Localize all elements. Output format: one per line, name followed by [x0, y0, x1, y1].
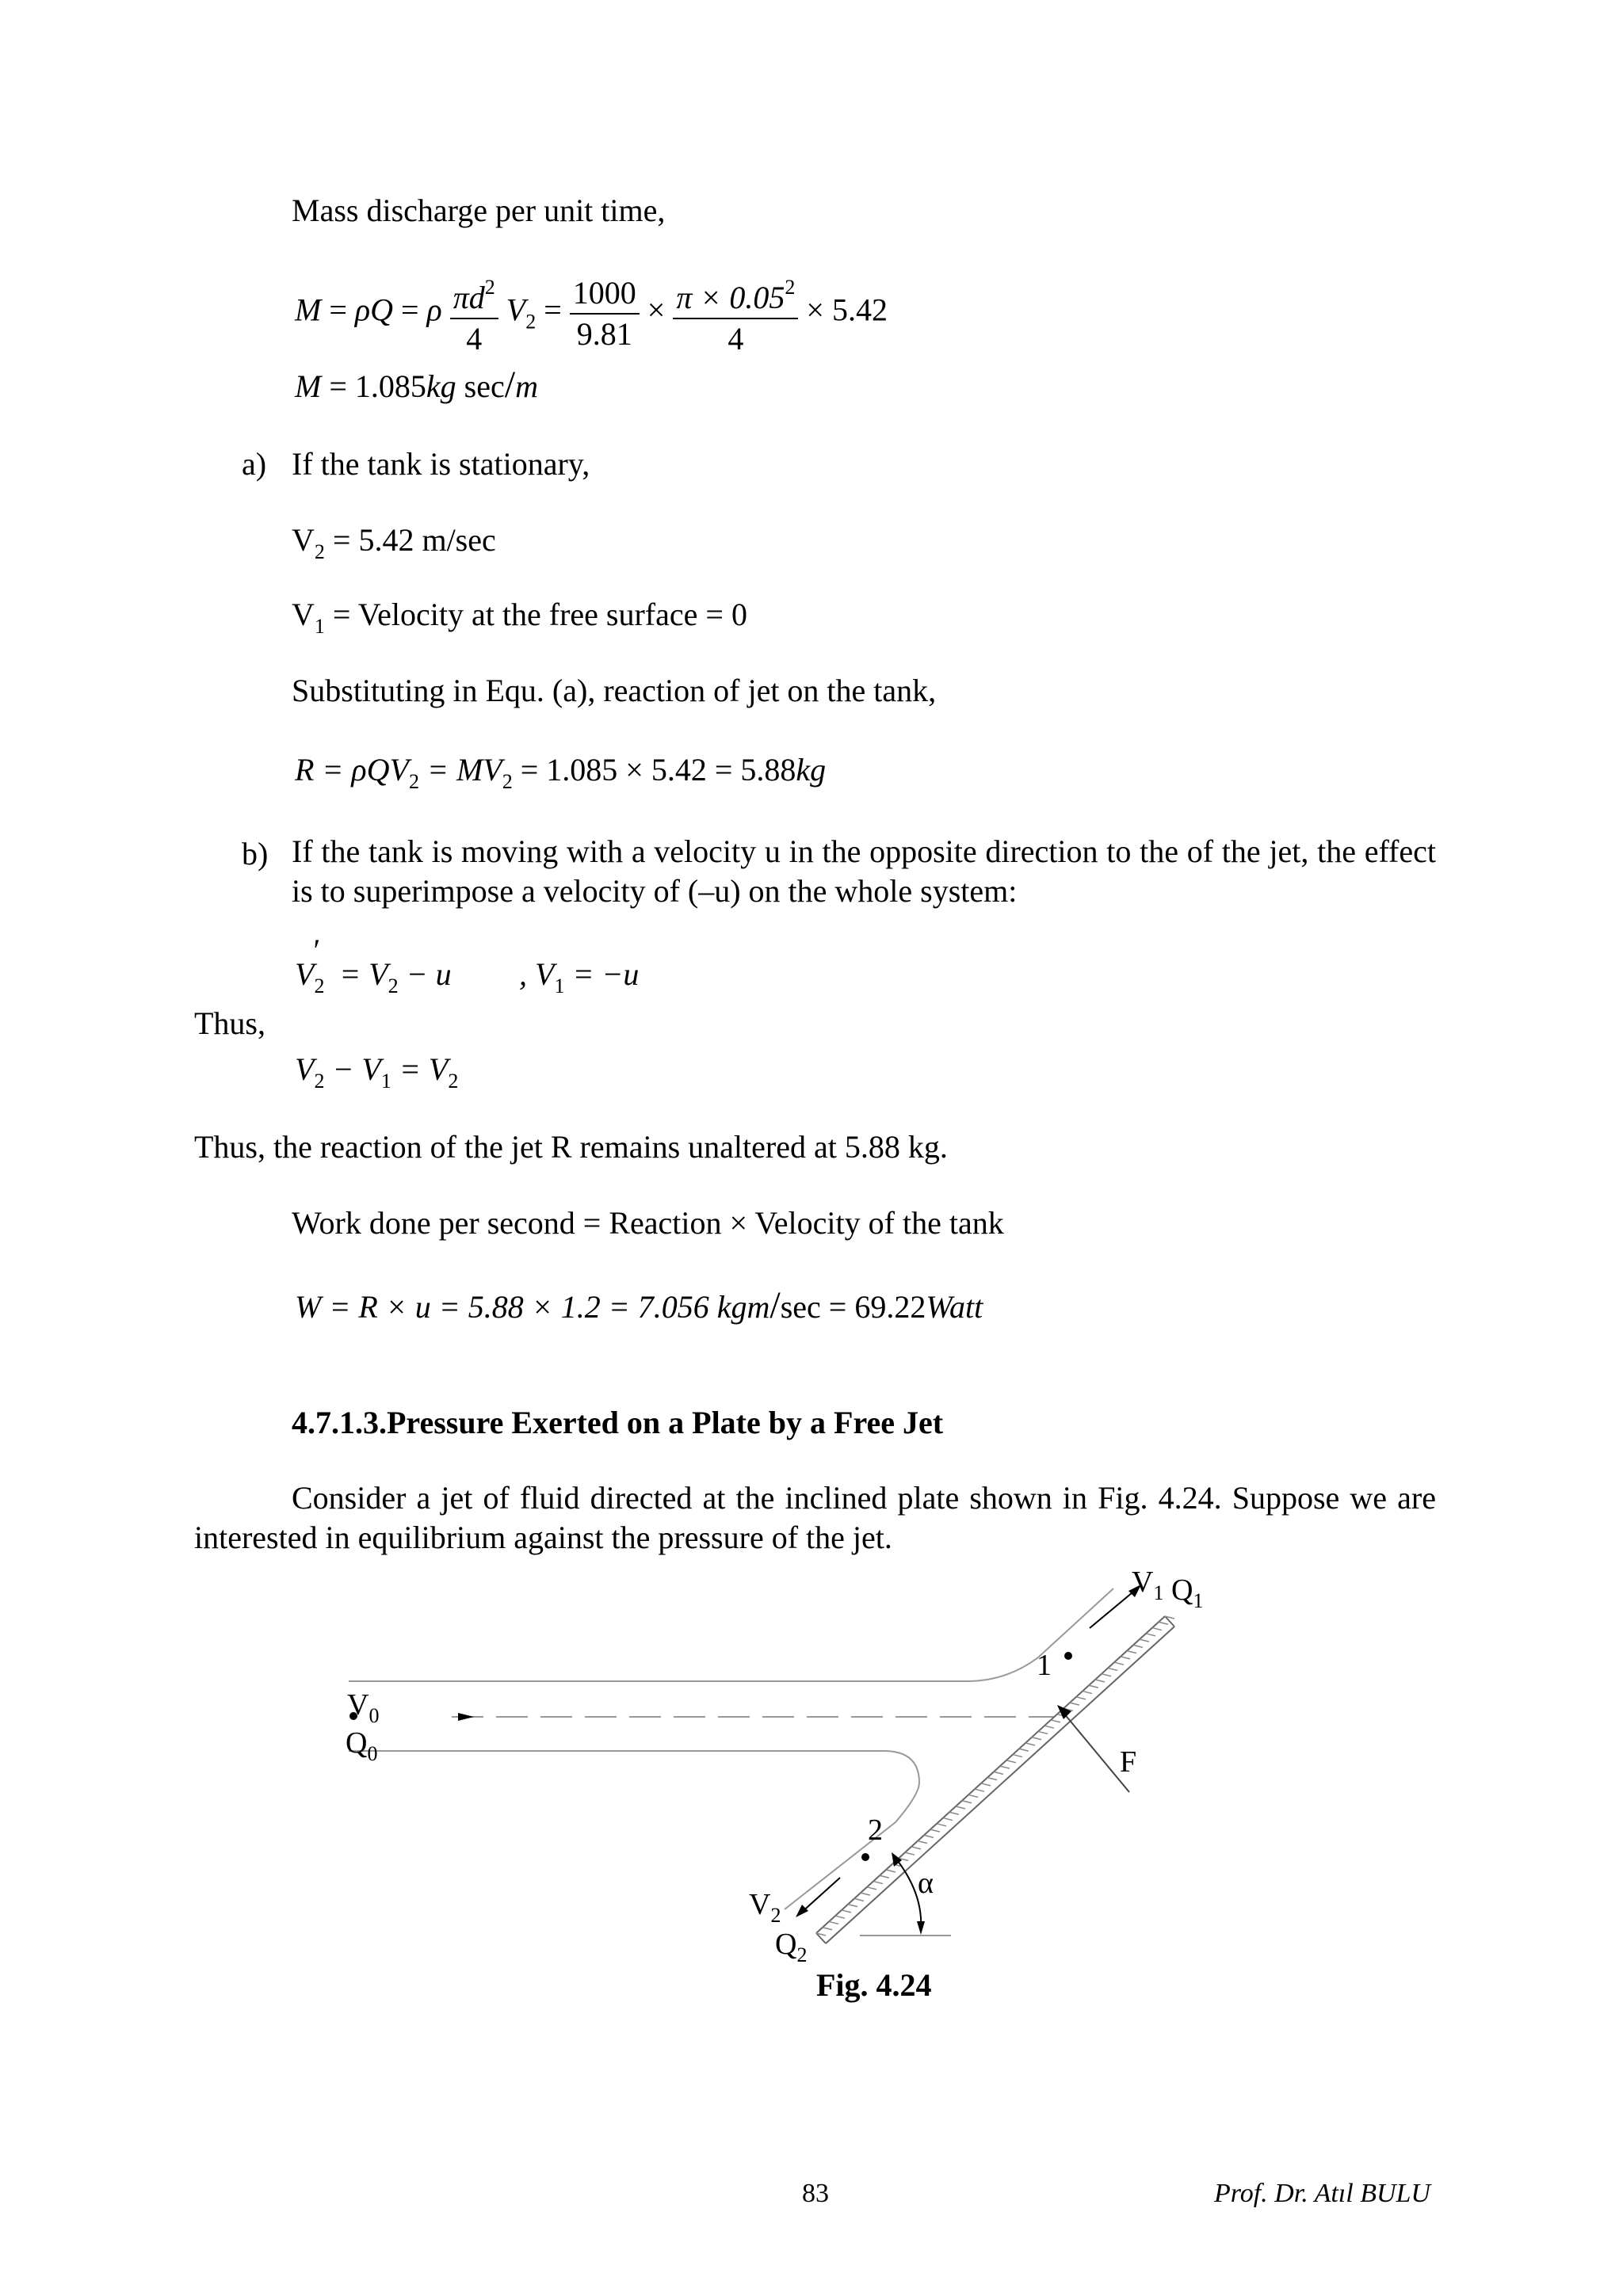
eq1-lhs: M [295, 292, 322, 328]
hatch-line [1114, 1662, 1124, 1665]
section-heading: 4.7.1.3.Pressure Exerted on a Plate by a Free Jet [292, 1405, 944, 1440]
hatch-line [1152, 1628, 1162, 1630]
jet-lower-boundary [349, 1751, 919, 1909]
case-b-text: If the tank is moving with a velocity u in the opposite direction to the of the jet, the effect is to superimpose a velocity of (–u) on the whole system: [292, 833, 1436, 909]
hatch-line [829, 1921, 838, 1924]
case-a-text: If the tank is stationary, [292, 446, 590, 482]
label-point-2: 2 [868, 1814, 883, 1847]
label-v2: $V_2$ [749, 1888, 781, 1927]
hatch-line [1000, 1766, 1010, 1768]
jet-upper-boundary [349, 1589, 1113, 1681]
hatch-line [1108, 1668, 1117, 1670]
hatch-line [1095, 1680, 1105, 1682]
author-footer: Prof. Dr. Atıl BULU [1214, 2179, 1430, 2208]
hatch-line [835, 1916, 845, 1918]
hatch-line [968, 1794, 978, 1797]
v1-arrow-line [1090, 1589, 1137, 1628]
label-v0: $V_0$ [347, 1688, 380, 1727]
equation-mass-discharge: M = ρQ = ρ $\frac{\pi d^2}{4}$ $V_2$ = $\frac{1000}{9.81}$ × $\frac{\pi \times 0.05^2}{4}$ × 5.42 [295, 269, 888, 357]
intro-text: Mass discharge per unit time, [292, 193, 666, 228]
hatch-line [1032, 1737, 1041, 1740]
equation-difference: $V_2 - V_1 = V_2$ [295, 1051, 459, 1093]
label-angle: α [918, 1867, 934, 1900]
hatch-line [886, 1870, 896, 1872]
jet-direction-arrow [458, 1713, 474, 1721]
label-point-1: 1 [1037, 1649, 1052, 1682]
hatch-line [994, 1772, 1003, 1774]
hatch-line [1019, 1749, 1029, 1751]
hatch-line [1089, 1685, 1098, 1688]
hatch-line [867, 1887, 876, 1890]
hatch-line [937, 1824, 946, 1826]
case-b-marker: b) [242, 836, 269, 871]
hatch-line [918, 1841, 927, 1844]
label-force: F [1120, 1745, 1137, 1779]
work-text: Work done per second = Reaction × Velocity of the tank [292, 1205, 1004, 1241]
hatch-line [854, 1898, 864, 1901]
v2-line: $V_2 = 5.42$ m/sec [292, 522, 496, 563]
hatch-line [1070, 1703, 1079, 1705]
hatch-line [1076, 1697, 1086, 1699]
equation-v1: , $V_1 = -u$ [519, 956, 640, 997]
label-q0: $Q_0$ [346, 1726, 378, 1765]
v2-arrow-line [800, 1878, 840, 1913]
hatch-line [930, 1829, 940, 1832]
conclusion-text: Thus, the reaction of the jet R remains unaltered at 5.88 kg. [194, 1129, 948, 1165]
hatch-line [1038, 1731, 1048, 1733]
hatch-line [987, 1778, 997, 1780]
hatch-line [1159, 1622, 1168, 1624]
hatch-line [1146, 1634, 1155, 1636]
eq1-fraction-area: $\frac{\pi d^2}{4}$ [450, 269, 498, 357]
figure-caption: Fig. 4.24 [816, 1967, 932, 2003]
hatch-line [905, 1852, 915, 1855]
hatch-line [956, 1806, 965, 1809]
hatch-line [1133, 1645, 1143, 1647]
hatch-line [1006, 1760, 1016, 1763]
equation-v2-prime: $V_2' = V_2 - u$ [295, 933, 452, 997]
hatch-line [1083, 1691, 1092, 1694]
hatch-line [949, 1812, 959, 1814]
hatch-line [861, 1893, 870, 1895]
eq1-fraction-density: $\frac{1000}{9.81}$ [570, 275, 640, 353]
hatch-line [842, 1910, 851, 1913]
hatch-line [1140, 1639, 1149, 1642]
hatch-line [823, 1928, 832, 1930]
hatch-line [1044, 1726, 1054, 1728]
label-v1: $V_1$ [1132, 1566, 1164, 1604]
hatch-line [1102, 1674, 1111, 1676]
label-q2: $Q_2$ [775, 1928, 808, 1966]
hatch-line [1013, 1755, 1022, 1757]
page-number: 83 [802, 2179, 829, 2208]
hatch-line [848, 1905, 857, 1907]
v2-arrowhead [796, 1905, 808, 1917]
thus-label: Thus, [194, 1005, 265, 1041]
point-1-dot [1064, 1652, 1072, 1660]
hatch-line [880, 1875, 889, 1878]
hatch-line [1127, 1651, 1136, 1653]
case-a-marker: a) [242, 446, 267, 482]
hatch-line [873, 1882, 883, 1884]
hatch-line [1025, 1743, 1035, 1745]
section-text: Consider a jet of fluid directed at the inclined plate shown in Fig. 4.24. Suppose we are interested in equilibrium against the pressure of the jet. [194, 1480, 1436, 1555]
hatch-line [911, 1847, 921, 1849]
label-q1: $Q_1$ [1171, 1573, 1204, 1612]
equation-reaction: $R = \rho QV_2 = MV_2 = 1.085 \times 5.42 = 5.88kg$ [295, 752, 827, 793]
substituting-text: Substituting in Equ. (a), reaction of jet on the tank, [292, 673, 937, 708]
equation-work: W = R × u = 5.88 × 1.2 = 7.056 kgm/sec = 69.22Watt [295, 1284, 983, 1326]
hatch-line [962, 1801, 972, 1803]
hatch-line [1121, 1657, 1130, 1659]
hatch-line [943, 1818, 953, 1821]
v1-line: $V_1$ = Velocity at the free surface = 0 [292, 597, 747, 638]
point-2-dot [861, 1853, 869, 1861]
hatch-line [924, 1835, 934, 1837]
hatch-line [1051, 1720, 1060, 1722]
eq1-fraction-numeric-area: $\frac{\pi \times 0.05^2}{4}$ [673, 269, 798, 357]
hatch-line [981, 1783, 991, 1786]
angle-arrowhead-bottom [917, 1921, 925, 1935]
hatch-line [975, 1789, 984, 1791]
equation-mass-result: M = 1.085kg sec/m [295, 364, 538, 406]
